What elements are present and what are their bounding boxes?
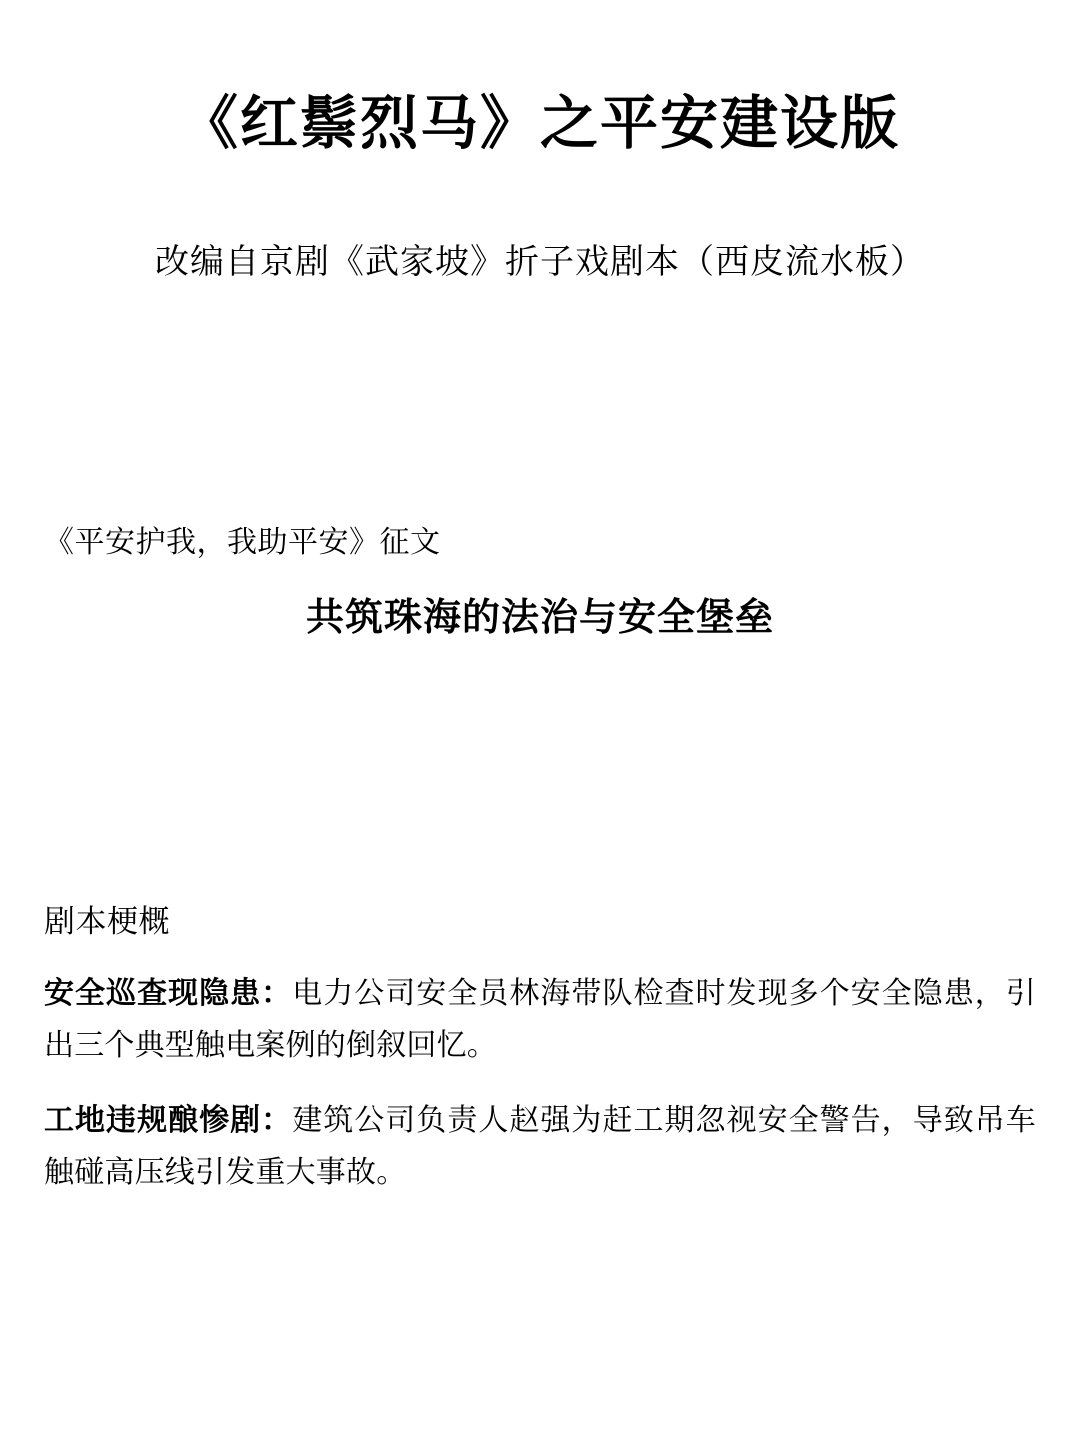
essay-label: 《平安护我，我助平安》征文 — [44, 526, 441, 560]
essay-heading: 共筑珠海的法治与安全堡垒 — [305, 597, 774, 640]
synopsis-item-lead: 工地违规酿惨剧： — [44, 1103, 293, 1137]
synopsis-heading: 剧本梗概 — [44, 904, 170, 940]
document-subtitle: 改编自京剧《武家坡》折子戏剧本（西皮流水板） — [155, 243, 925, 281]
synopsis-item-text: 建筑公司负责人赵强为赶工期忽视安全警告，导致吊车触碰高压线引发重大事故。 — [44, 1103, 1036, 1190]
synopsis-item — [44, 1073, 1036, 1200]
page-title: 《红鬃烈马》之平安建设版 — [179, 91, 900, 156]
synopsis-section — [44, 645, 1036, 1200]
synopsis-item-lead: 安全巡查现隐患： — [44, 976, 293, 1010]
synopsis-item — [44, 946, 1036, 1073]
synopsis-item-text: 电力公司安全员林海带队检查时发现多个安全隐患，引出三个典型触电案例的倒叙回忆。 — [44, 976, 1036, 1063]
